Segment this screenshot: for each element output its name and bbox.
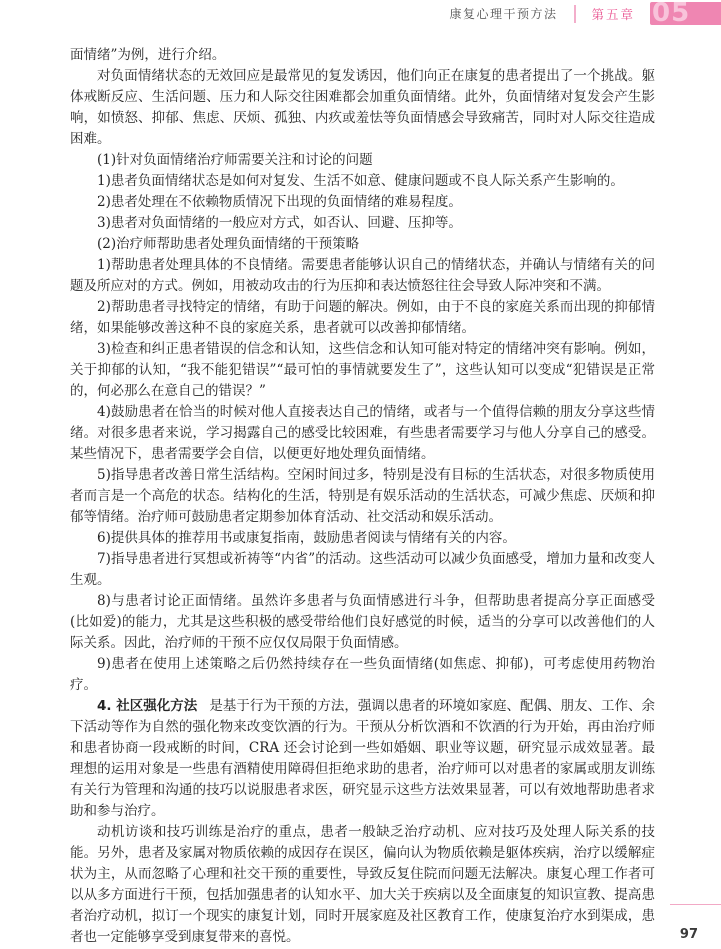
list-item: 1)患者负面情绪状态是如何对复发、生活不如意、健康问题或不良人际关系产生影响的。	[97, 173, 624, 189]
page-body	[70, 45, 655, 948]
section-heading: 4. 社区强化方法	[97, 698, 198, 714]
chapter-number: 05	[652, 2, 691, 25]
list-item: 3)患者对负面情绪的一般应对方式，如否认、回避、压抑等。	[97, 215, 462, 231]
section-text: 是基于行为干预的方法，强调以患者的环境如家庭、配偶、朋友、工作、余下活动等作为自然的强化物来改变饮酒的行为。干预从分析饮酒和不饮酒的行为开始，再由治疗师和患者协商一段戒断的时间，CRA 还会讨论到一些如婚姻、职业等议题，研究显示成效显著。最理想的运用对象是一些患有酒精使用障碍但拒绝求助的患者，治疗师可以对患者的家属或朋友训练有关行为管理和沟通的技巧以说服患者求医，研究显示这些方法效果显著，可以有效地帮助患者求助和参与治疗。	[70, 698, 655, 819]
page-number: 97	[679, 927, 698, 942]
footer-rule	[670, 904, 721, 905]
list-item: 1)帮助患者处理具体的不良情绪。需要患者能够认识自己的情绪状态，并确认与情绪有关的问题及所应对的方式。例如，用被动攻击的行为压抑和表达愤怒往往会导致人际冲突和不满。	[70, 257, 655, 294]
list-heading: (2)治疗师帮助患者处理负面情绪的干预策略	[97, 236, 360, 252]
list-item: 6)提供具体的推荐用书或康复指南，鼓励患者阅读与情绪有关的内容。	[97, 530, 516, 546]
list-item: 2)帮助患者寻找特定的情绪，有助于问题的解决。例如，由于不良的家庭关系而出现的抑郁情绪，如果能够改善这种不良的家庭关系，患者就可以改善抑郁情绪。	[70, 299, 655, 336]
list-item: 7)指导患者进行冥想或祈祷等“内省”的活动。这些活动可以减少负面感受，增加力量和改变人生观。	[70, 551, 655, 588]
list-item: 4)鼓励患者在恰当的时候对他人直接表达自己的情绪，或者与一个值得信赖的朋友分享这些情绪。对很多患者来说，学习揭露自己的感受比较困难，有些患者需要学习与他人分享自己的感受。某些情况下，患者需要学会自信，以便更好地处理负面情绪。	[70, 404, 655, 462]
list-item: 9)患者在使用上述策略之后仍然持续存在一些负面情绪(如焦虑、抑郁)，可考虑使用药物治疗。	[70, 656, 655, 693]
list-item: 8)与患者讨论正面情绪。虽然许多患者与负面情感进行斗争，但帮助患者提高分享正面感受(比如爱)的能力，尤其是这些积极的感受带给他们良好感觉的时候，适当的分享可以改善他们的人际关系。因此，治疗师的干预不应仅仅局限于负面情感。	[70, 593, 655, 651]
paragraph-continuation: 面情绪”为例，进行介绍。	[70, 47, 226, 63]
list-item: 2)患者处理在不依赖物质情况下出现的负面情绪的难易程度。	[97, 194, 462, 210]
page-header	[449, 0, 721, 27]
list-item: 3)检查和纠正患者错误的信念和认知，这些信念和认知可能对特定的情绪冲突有影响。例如，关于抑郁的认知，“我不能犯错误”“最可怕的事情就要发生了”，这些认知可以变成“犯错误是正常的，何必那么在意自己的错误？”	[70, 341, 655, 399]
chapter-label: 第五章	[591, 6, 635, 22]
section-paragraph	[70, 696, 655, 822]
chapter-number-badge	[650, 2, 721, 25]
list-heading: (1)针对负面情绪治疗师需要关注和讨论的问题	[97, 152, 373, 168]
list-item: 5)指导患者改善日常生活结构。空闲时间过多，特别是没有目标的生活状态，对很多物质使用者而言是一个高危的状态。结构化的生活，特别是有娱乐活动的生活状态，可减少焦虑、厌烦和抑郁等情绪。治疗师可鼓励患者定期参加体育活动、社交活动和娱乐活动。	[70, 467, 655, 525]
header-divider	[574, 5, 576, 23]
paragraph: 对负面情绪状态的无效回应是最常见的复发诱因，他们向正在康复的患者提出了一个挑战。躯体戒断反应、生活问题、压力和人际交往困难都会加重负面情绪。此外，负面情绪对复发会产生影响，如愤怒、抑郁、焦虑、厌烦、孤独、内疚或羞怯等负面情感会导致痛苦，同时对人际交往造成困难。	[70, 68, 655, 147]
paragraph: 动机访谈和技巧训练是治疗的重点，患者一般缺乏治疗动机、应对技巧及处理人际关系的技能。另外，患者及家属对物质依赖的成因存在误区，偏向认为物质依赖是躯体疾病，治疗以缓解症状为主，从而忽略了心理和社交干预的重要性，导致反复住院而问题无法解决。康复心理工作者可以从多方面进行干预，包括加强患者的认知水平、加大关于疾病以及全面康复的知识宣教、提高患者治疗动机，拟订一个现实的康复计划，同时开展家庭及社区教育工作，使康复治疗水到渠成，患者也一定能够享受到康复带来的喜悦。	[70, 824, 655, 945]
book-title: 康复心理干预方法	[449, 7, 558, 21]
